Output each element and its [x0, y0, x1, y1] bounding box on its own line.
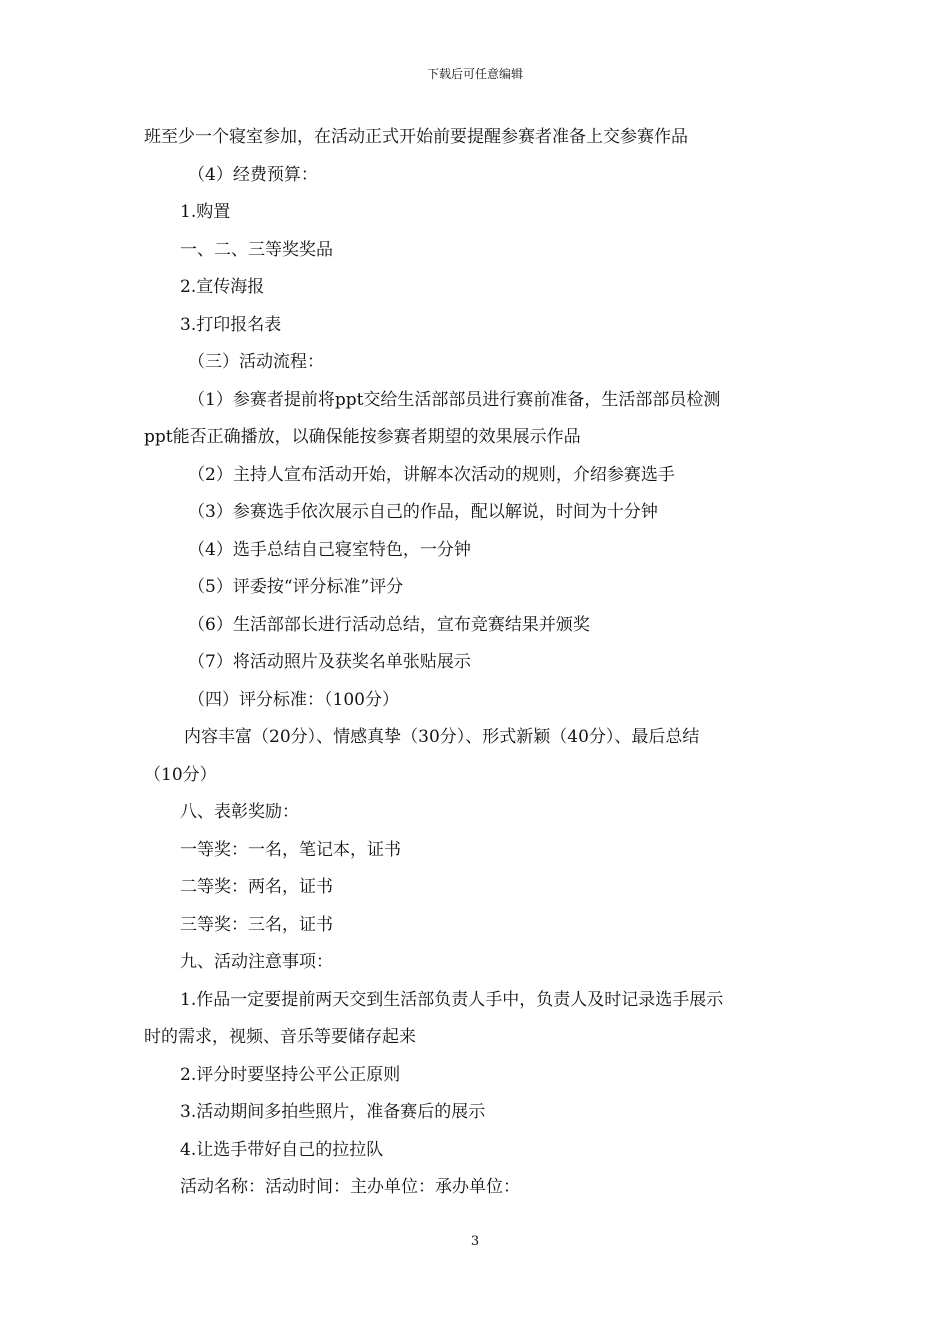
text-line: 二等奖：两名，证书: [180, 877, 333, 897]
text-line: 一等奖：一名，笔记本，证书: [180, 839, 401, 860]
text-line: 八、表彰奖励：: [180, 802, 299, 822]
text-line: （7）将活动照片及获奖名单张贴展示: [188, 652, 471, 672]
text-line: （6）生活部部长进行活动总结，宣布竞赛结果并颁奖: [188, 614, 590, 635]
text-line: 九、活动注意事项：: [180, 952, 333, 972]
page-header: 下载后可任意编辑: [426, 67, 523, 81]
text-line: （四）评分标准：（100分）: [188, 689, 399, 710]
text-line: 4.让选手带好自己的拉拉队: [180, 1139, 384, 1160]
text-line: （10分）: [144, 764, 217, 785]
text-line: 班至少一个寝室参加，在活动正式开始前要提醒参赛者准备上交参赛作品: [144, 127, 688, 147]
text-line: 三等奖：三名，证书: [180, 914, 333, 935]
text-line: 1.购置: [180, 202, 231, 222]
text-line: ppt能否正确播放，以确保能按参赛者期望的效果展示作品: [144, 427, 581, 447]
text-line: （3）参赛选手依次展示自己的作品，配以解说，时间为十分钟: [188, 502, 658, 522]
document-body: [144, 119, 810, 1207]
page-number: 3: [470, 1234, 480, 1249]
text-line: 一、二、三等奖奖品: [180, 239, 333, 260]
text-line: （三）活动流程：: [188, 352, 324, 372]
text-line: 2.宣传海报: [180, 277, 265, 297]
text-line: （5）评委按“评分标准”评分: [188, 577, 404, 597]
text-line: 3.打印报名表: [180, 314, 282, 335]
text-line: 时的需求，视频、音乐等要储存起来: [144, 1027, 416, 1047]
text-line: （4）经费预算：: [188, 164, 318, 185]
text-line: （4）选手总结自己寝室特色，一分钟: [188, 539, 471, 560]
text-line: 2.评分时要坚持公平公正原则: [180, 1064, 401, 1085]
text-line: 3.活动期间多拍些照片，准备赛后的展示: [180, 1102, 486, 1122]
text-line: （1）参赛者提前将ppt交给生活部部员进行赛前准备，生活部部员检测: [188, 389, 721, 410]
text-line: 1.作品一定要提前两天交到生活部负责人手中，负责人及时记录选手展示: [180, 989, 724, 1010]
text-line: （2）主持人宣布活动开始，讲解本次活动的规则，介绍参赛选手: [188, 464, 675, 485]
text-line: 活动名称：活动时间：主办单位：承办单位：: [180, 1177, 520, 1197]
text-line: 内容丰富（20分）、情感真挚（30分）、形式新颖（40分）、最后总结: [184, 727, 700, 747]
